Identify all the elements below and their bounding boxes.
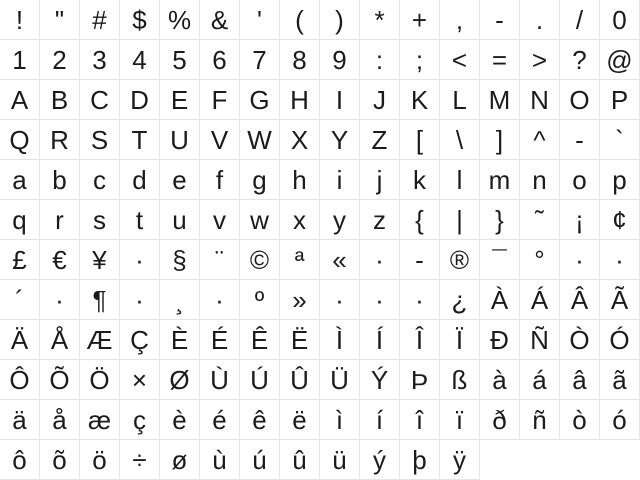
glyph-cell: ¶ [80,280,120,320]
glyph-cell: [ [400,120,440,160]
glyph-cell: ó [600,400,640,440]
glyph-cell: + [400,0,440,40]
glyph-cell: a [0,160,40,200]
glyph-cell: È [160,320,200,360]
glyph-cell: Ô [0,360,40,400]
glyph-cell: £ [0,240,40,280]
glyph-cell: § [160,240,200,280]
glyph-cell: Æ [80,320,120,360]
glyph-cell: ß [440,360,480,400]
glyph-cell: ´ [0,280,40,320]
glyph-cell: n [520,160,560,200]
glyph-cell: é [200,400,240,440]
glyph-cell: = [480,40,520,80]
glyph-cell: t [120,200,160,240]
glyph-cell: Ñ [520,320,560,360]
glyph-cell: 2 [40,40,80,80]
glyph-cell: L [440,80,480,120]
glyph-cell: - [480,0,520,40]
glyph-cell: Ý [360,360,400,400]
glyph-cell: N [520,80,560,120]
glyph-cell: " [40,0,80,40]
glyph-cell: : [360,40,400,80]
glyph-cell: Î [400,320,440,360]
glyph-cell: ) [320,0,360,40]
glyph-cell: ö [80,440,120,480]
glyph-cell: | [440,200,480,240]
glyph-cell: G [240,80,280,120]
glyph-cell: P [600,80,640,120]
glyph-cell: c [80,160,120,200]
glyph-cell: m [480,160,520,200]
glyph-cell: ¥ [80,240,120,280]
glyph-cell: k [400,160,440,200]
glyph-cell: Ú [240,360,280,400]
glyph-cell: Ð [480,320,520,360]
glyph-cell: S [80,120,120,160]
glyph-cell: & [200,0,240,40]
glyph-cell: Ë [280,320,320,360]
glyph-cell: ¿ [440,280,480,320]
glyph-cell: Ã [600,280,640,320]
glyph-cell: 4 [120,40,160,80]
glyph-cell: â [560,360,600,400]
glyph-cell: 5 [160,40,200,80]
glyph-cell: 0 [600,0,640,40]
glyph-cell: ˜ [520,200,560,240]
glyph-cell: Å [40,320,80,360]
glyph-cell: õ [40,440,80,480]
glyph-cell: > [520,40,560,80]
glyph-cell: Û [280,360,320,400]
glyph-cell: 6 [200,40,240,80]
glyph-cell: 7 [240,40,280,80]
glyph-cell: þ [400,440,440,480]
glyph-cell: Q [0,120,40,160]
glyph-cell: R [40,120,80,160]
glyph-cell: · [120,280,160,320]
glyph-cell: ¡ [560,200,600,240]
glyph-cell: · [40,280,80,320]
glyph-cell: o [560,160,600,200]
glyph-cell: ú [240,440,280,480]
glyph-cell: î [400,400,440,440]
glyph-cell: í [360,400,400,440]
glyph-cell: à [480,360,520,400]
glyph-cell: Ü [320,360,360,400]
glyph-cell: b [40,160,80,200]
glyph-cell: / [560,0,600,40]
glyph-cell: w [240,200,280,240]
glyph-cell: - [560,120,600,160]
glyph-cell: · [560,240,600,280]
glyph-cell: Ø [160,360,200,400]
glyph-cell: · [320,280,360,320]
glyph-cell: B [40,80,80,120]
glyph-cell: 3 [80,40,120,80]
glyph-cell: Á [520,280,560,320]
glyph-cell: Ò [560,320,600,360]
glyph-cell: j [360,160,400,200]
glyph-cell: i [320,160,360,200]
glyph-cell: Ó [600,320,640,360]
glyph-cell: l [440,160,480,200]
glyph-cell: ø [160,440,200,480]
glyph-cell: ? [560,40,600,80]
glyph-cell: Þ [400,360,440,400]
glyph-cell: © [240,240,280,280]
glyph-cell: < [440,40,480,80]
glyph-cell: € [40,240,80,280]
glyph-cell: r [40,200,80,240]
glyph-cell: h [280,160,320,200]
glyph-cell: 1 [0,40,40,80]
glyph-cell: u [160,200,200,240]
glyph-cell: ò [560,400,600,440]
glyph-cell: · [360,280,400,320]
glyph-cell: } [480,200,520,240]
glyph-cell: ï [440,400,480,440]
glyph-cell: å [40,400,80,440]
glyph-cell: · [360,240,400,280]
glyph-cell: T [120,120,160,160]
glyph-cell: ä [0,400,40,440]
glyph-cell: ^ [520,120,560,160]
glyph-cell: · [120,240,160,280]
glyph-cell: X [280,120,320,160]
glyph-cell: ü [320,440,360,480]
glyph-cell: x [280,200,320,240]
glyph-cell: · [200,280,240,320]
glyph-cell: º [240,280,280,320]
glyph-cell: C [80,80,120,120]
glyph-cell: Ê [240,320,280,360]
glyph-cell: À [480,280,520,320]
glyph-cell: ° [520,240,560,280]
glyph-cell: ÷ [120,440,160,480]
glyph-cell: M [480,80,520,120]
glyph-cell: Ù [200,360,240,400]
glyph-cell: H [280,80,320,120]
glyph-cell: Ä [0,320,40,360]
glyph-cell: f [200,160,240,200]
glyph-cell: V [200,120,240,160]
glyph-cell: ù [200,440,240,480]
glyph-cell: ñ [520,400,560,440]
glyph-cell: ç [120,400,160,440]
glyph-cell: \ [440,120,480,160]
glyph-cell: Y [320,120,360,160]
glyph-cell: ô [0,440,40,480]
glyph-cell: D [120,80,160,120]
glyph-cell: z [360,200,400,240]
glyph-cell: # [80,0,120,40]
glyph-cell: % [160,0,200,40]
glyph-cell: K [400,80,440,120]
glyph-cell: 9 [320,40,360,80]
glyph-cell: $ [120,0,160,40]
glyph-cell: ; [400,40,440,80]
glyph-cell: Ç [120,320,160,360]
glyph-cell: * [360,0,400,40]
glyph-cell: E [160,80,200,120]
glyph-cell: ` [600,120,640,160]
glyph-cell: U [160,120,200,160]
glyph-cell: ® [440,240,480,280]
glyph-cell: s [80,200,120,240]
glyph-cell: × [120,360,160,400]
glyph-cell: ã [600,360,640,400]
glyph-cell: ' [240,0,280,40]
glyph-cell: I [320,80,360,120]
glyph-cell: Ì [320,320,360,360]
glyph-cell: ª [280,240,320,280]
glyph-cell: - [400,240,440,280]
glyph-cell: æ [80,400,120,440]
glyph-cell: Ö [80,360,120,400]
glyph-cell: á [520,360,560,400]
glyph-cell: A [0,80,40,120]
glyph-cell: v [200,200,240,240]
glyph-cell: ÿ [440,440,480,480]
glyph-cell: F [200,80,240,120]
glyph-cell: è [160,400,200,440]
glyph-cell: W [240,120,280,160]
glyph-cell: O [560,80,600,120]
glyph-cell: » [280,280,320,320]
glyph-cell: « [320,240,360,280]
glyph-cell: g [240,160,280,200]
glyph-cell: · [600,240,640,280]
glyph-cell: ì [320,400,360,440]
glyph-cell: Z [360,120,400,160]
glyph-cell: , [440,0,480,40]
glyph-cell: ( [280,0,320,40]
glyph-cell: · [400,280,440,320]
glyph-cell: Ï [440,320,480,360]
glyph-cell: 8 [280,40,320,80]
glyph-cell: @ [600,40,640,80]
glyph-cell: ý [360,440,400,480]
glyph-cell: q [0,200,40,240]
glyph-cell: J [360,80,400,120]
glyph-cell: ! [0,0,40,40]
glyph-cell: d [120,160,160,200]
glyph-cell: ð [480,400,520,440]
glyph-cell: . [520,0,560,40]
glyph-cell: { [400,200,440,240]
glyph-cell: ] [480,120,520,160]
glyph-cell: ¸ [160,280,200,320]
glyph-cell: Í [360,320,400,360]
glyph-cell: û [280,440,320,480]
glyph-cell: y [320,200,360,240]
glyph-cell: ¯ [480,240,520,280]
glyph-cell: Â [560,280,600,320]
glyph-cell: Õ [40,360,80,400]
glyph-cell: ê [240,400,280,440]
glyph-cell: p [600,160,640,200]
glyph-cell: e [160,160,200,200]
glyph-cell: ¢ [600,200,640,240]
glyph-cell: ¨ [200,240,240,280]
glyph-cell: ë [280,400,320,440]
glyph-cell: É [200,320,240,360]
